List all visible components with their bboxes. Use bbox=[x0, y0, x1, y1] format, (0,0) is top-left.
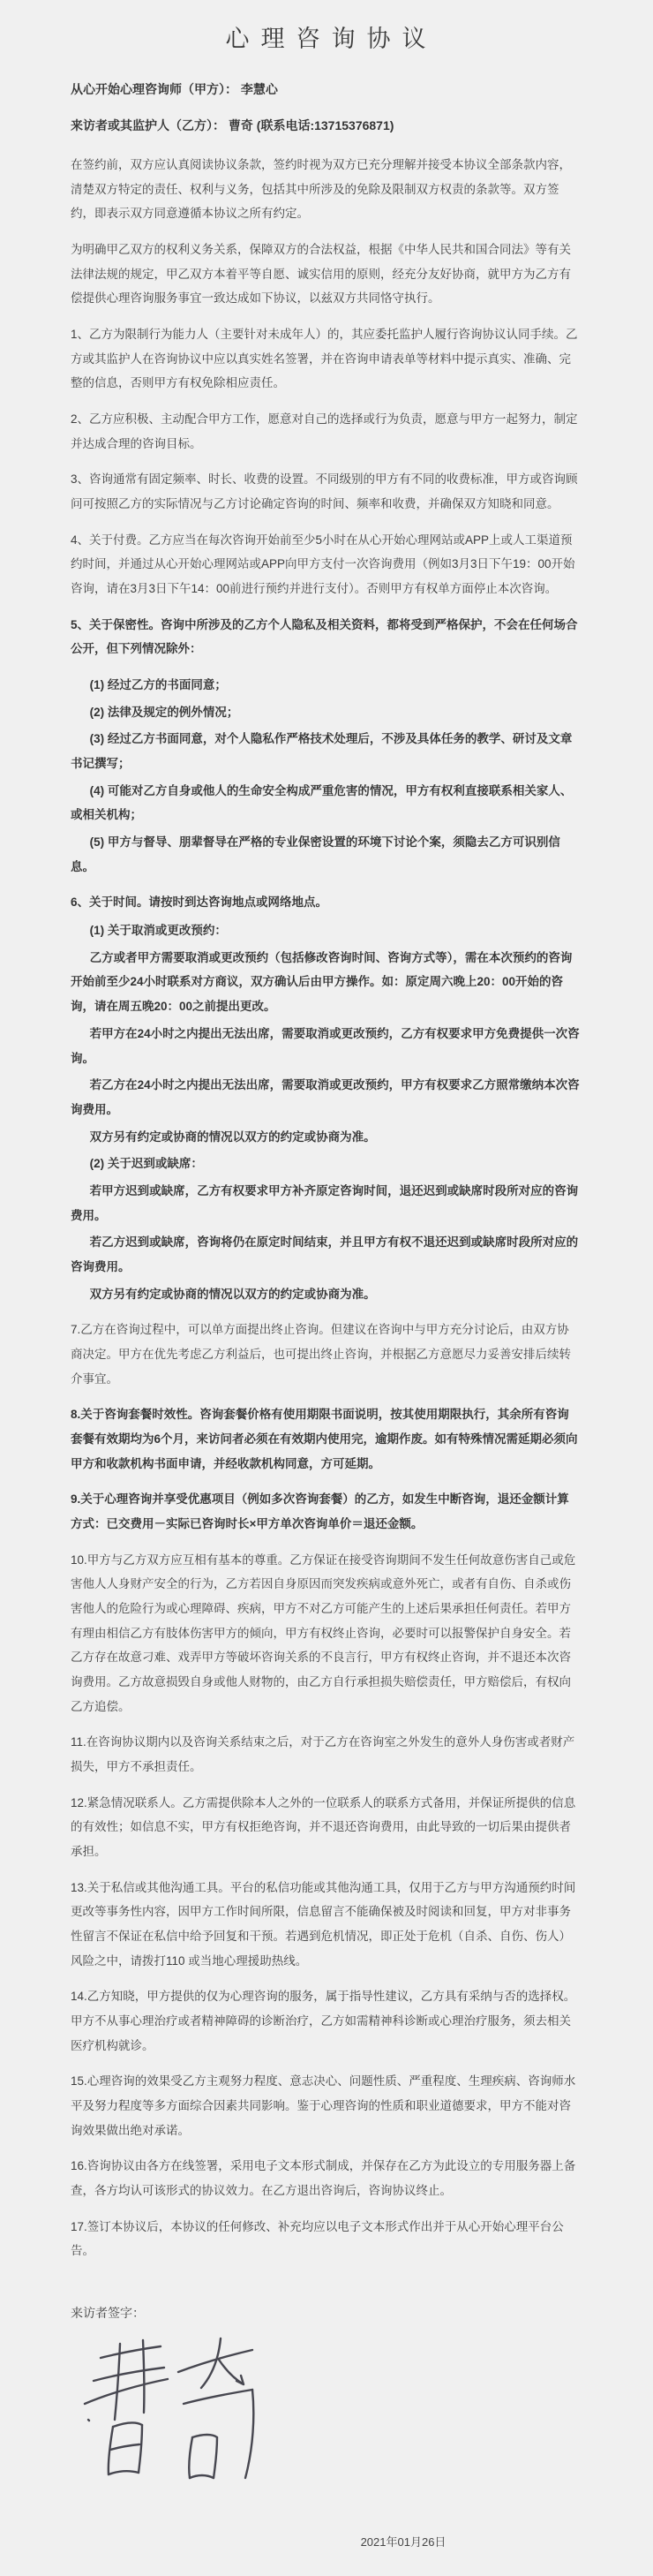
party-a-line: 从心开始心理咨询师（甲方）： 李慧心 bbox=[71, 82, 278, 96]
clause-2: 2、乙方应积极、主动配合甲方工作，愿意对自己的选择或行为负责，愿意与甲方一起努力，制定并达成合理的咨询目标。 bbox=[71, 412, 578, 450]
clause-6-sub-2-paragraph-1: 若甲方迟到或缺席，乙方有权要求甲方补齐原定咨询时间，退还迟到或缺席时段所对应的咨询费用。 bbox=[71, 1183, 579, 1222]
clause-6-sub-1-paragraph-2: 若甲方在24小时之内提出无法出席，需要取消或更改预约，乙方有权要求甲方免费提供一次咨询。 bbox=[71, 1026, 580, 1065]
clause-7: 7.乙方在咨询过程中，可以单方面提出终止咨询。但建议在咨询中与甲方充分讨论后，由双方协商决定。甲方在优先考虑乙方利益后，也可提出终止咨询，并根据乙方意愿尽力妥善安排后续转介事宜。 bbox=[71, 1323, 571, 1386]
clause-3: 3、咨询通常有固定频率、时长、收费的设置。不同级别的甲方有不同的收费标准，甲方或咨询顾问可按照乙方的实际情况与乙方讨论确定咨询的时间、频率和收费，并确保双方知晓和同意。 bbox=[71, 472, 578, 511]
clause-5: 5、关于保密性。咨询中所涉及的乙方个人隐私及相关资料，都将受到严格保护，不会在任何场合公开，但下列情况除外： bbox=[71, 617, 578, 656]
clause-16: 16.咨询协议由各方在线签署，采用电子文本形式制成，并保存在乙方为此设立的专用服务器上备查，各方均认可该形式的协议效力。在乙方退出咨询后，咨询协议终止。 bbox=[71, 2159, 576, 2198]
clause-6-sub-2-paragraph-2: 若乙方迟到或缺席，咨询将仍在原定时间结束，并且甲方有权不退还迟到或缺席时段所对应的咨询费用。 bbox=[71, 1235, 579, 1273]
clause-6-sub-1-paragraph-1: 乙方或者甲方需要取消或更改预约（包括修改咨询时间、咨询方式等），需在本次预约的咨询开始前至少24小时联系对方商议，双方确认后由甲方操作。如：原定周六晚上20：00开始的咨询，请在周五晚20：00之前提出更改。 bbox=[71, 950, 573, 1014]
clause-12: 12.紧急情况联系人。乙方需提供除本人之外的一位联系人的联系方式备用，并保证所提供的信息的有效性；如信息不实，甲方有权拒绝咨询，并不退还咨询费用，由此导致的一切后果由提供者承担。 bbox=[71, 1795, 576, 1858]
clause-1: 1、乙方为限制行为能力人（主要针对未成年人）的，其应委托监护人履行咨询协议认同手续。乙方或其监护人在咨询协议中应以真实姓名签署，并在咨询申请表单等材料中提示真实、准确、完整的信息，否则甲方有权免除相应责任。 bbox=[71, 328, 578, 390]
sign-date: 2021年01月26日 bbox=[360, 2535, 447, 2550]
clause-5-item-1: (1) 经过乙方的书面同意； bbox=[89, 678, 227, 692]
clause-13: 13.关于私信或其他沟通工具。平台的私信功能或其他沟通工具，仅用于乙方与甲方沟通预约时间更改等事务性内容，因甲方工作时间所限，信息留言不能确保被及时阅读和回复，甲方对非事务性留言不保证在私信中给予回复和干预。若遇到危机情况，即正处于危机（自杀、自伤、伤人）风险之中，请拨打110 或当地心理援助热线。 bbox=[71, 1880, 576, 1968]
clause-6-sub-1-heading: (1) 关于取消或更改预约： bbox=[89, 924, 227, 938]
party-b-line: 来访者或其监护人（乙方）： 曹奇 (联系电话:13715376871) bbox=[71, 118, 394, 132]
clause-6-sub-2-heading: (2) 关于迟到或缺席： bbox=[89, 1157, 203, 1171]
clause-9: 9.关于心理咨询并享受优惠项目（例如多次咨询套餐）的乙方，如发生中断咨询，退还金额计算方式：已交费用－实际已咨询时长×甲方单次咨询单价＝退还金额。 bbox=[71, 1492, 569, 1530]
clause-10: 10.甲方与乙方双方应互相有基本的尊重。乙方保证在接受咨询期间不发生任何故意伤害自己或危害他人人身财产安全的行为，乙方若因自身原因而突发疾病或意外死亡，或者有自伤、自杀或伤害他人的危险行为或心理障碍、疾病，甲方不对乙方可能产生的上述后果承担任何责任。若甲方有理由相信乙方有肢体伤害甲方的倾向，甲方有权终止咨询，必要时可以报警保护自身安全。若乙方存在故意刁难、戏弄甲方等破坏咨询关系的不良言行，甲方有权终止咨询，并不退还本次咨询费用。乙方故意损毁自身或他人财物的，由乙方自行承担损失赔偿责任，甲方赔偿后，有权向乙方追偿。 bbox=[71, 1552, 576, 1713]
intro-paragraph-2: 为明确甲乙双方的权利义务关系，保障双方的合法权益，根据《中华人民共和国合同法》等有关法律法规的规定，甲乙双方本着平等自愿、诚实信用的原则，经充分友好协商，就甲方为乙方有偿提供心理咨询服务事宜一致达成如下协议，以兹双方共同恪守执行。 bbox=[71, 243, 571, 306]
clause-6-sub-1-paragraph-3: 若乙方在24小时之内提出无法出席，需要取消或更改预约，甲方有权要求乙方照常缴纳本次咨询费用。 bbox=[71, 1078, 580, 1116]
intro-paragraph-1: 在签约前，双方应认真阅读协议条款，签约时视为双方已充分理解并接受本协议全部条款内容，清楚双方特定的责任、权利与义务，包括其中所涉及的免除及限制双方权责的条款等。双方签约，即表示双方同意遵循本协议之所有约定。 bbox=[71, 158, 571, 221]
clause-6-sub-1-paragraph-4: 双方另有约定或协商的情况以双方的约定或协商为准。 bbox=[89, 1129, 376, 1144]
signature-svg bbox=[79, 2335, 282, 2503]
handwritten-signature bbox=[79, 2335, 282, 2503]
clause-6-sub-2-paragraph-3: 双方另有约定或协商的情况以双方的约定或协商为准。 bbox=[89, 1287, 376, 1301]
clause-6: 6、关于时间。请按时到达咨询地点或网络地点。 bbox=[71, 895, 328, 910]
clause-15: 15.心理咨询的效果受乙方主观努力程度、意志决心、问题性质、严重程度、生理疾病、咨询师水平及努力程度等多方面综合因素共同影响。鉴于心理咨询的性质和职业道德要求，甲方不能对咨询效果做出绝对承诺。 bbox=[71, 2074, 576, 2137]
clause-14: 14.乙方知晓，甲方提供的仅为心理咨询的服务，属于指导性建议，乙方具有采纳与否的选择权。甲方不从事心理治疗或者精神障碍的诊断治疗，乙方如需精神科诊断或心理治疗服务，须去相关医疗机构就诊。 bbox=[71, 1990, 576, 2052]
clause-11: 11.在咨询协议期内以及咨询关系结束之后，对于乙方在咨询室之外发生的意外人身伤害或者财产损失，甲方不承担责任。 bbox=[71, 1735, 575, 1773]
page-title: 心理咨询协议 bbox=[225, 26, 438, 52]
clause-5-item-2: (2) 法律及规定的例外情况； bbox=[89, 705, 239, 719]
clause-8: 8.关于咨询套餐时效性。咨询套餐价格有使用期限书面说明，按其使用期限执行，其余所有咨询套餐有效期均为6个月，来访问者必须在有效期内使用完，逾期作废。如有特殊情况需延期必须向甲方和收款机构书面申请，并经收款机构同意，方可延期。 bbox=[71, 1408, 578, 1470]
visitor-signature-label: 来访者签字： bbox=[71, 2306, 145, 2321]
clause-5-item-4: (4) 可能对乙方自身或他人的生命安全构成严重危害的情况，甲方有权利直接联系相关家人、或相关机构； bbox=[71, 783, 573, 822]
clause-5-item-5: (5) 甲方与督导、朋辈督导在严格的专业保密设置的环境下讨论个案，须隐去乙方可识别信息。 bbox=[71, 835, 560, 873]
clause-17: 17.签订本协议后，本协议的任何修改、补充均应以电子文本形式作出并于从心开始心理平台公告。 bbox=[71, 2219, 564, 2258]
clause-5-item-3: (3) 经过乙方书面同意，对个人隐私作严格技术处理后，不涉及具体任务的教学、研讨及文章书记撰写； bbox=[71, 732, 573, 771]
clause-4: 4、关于付费。乙方应当在每次咨询开始前至少5小时在从心开始心理网站或APP上或人工渠道预约时间，并通过从心开始心理网站或APP向甲方支付一次咨询费用（例如3月3日下午19：00开始咨询，请在3月3日下午14：00前进行预约并进行支付）。否则甲方有权单方面停止本次咨询。 bbox=[71, 533, 575, 596]
